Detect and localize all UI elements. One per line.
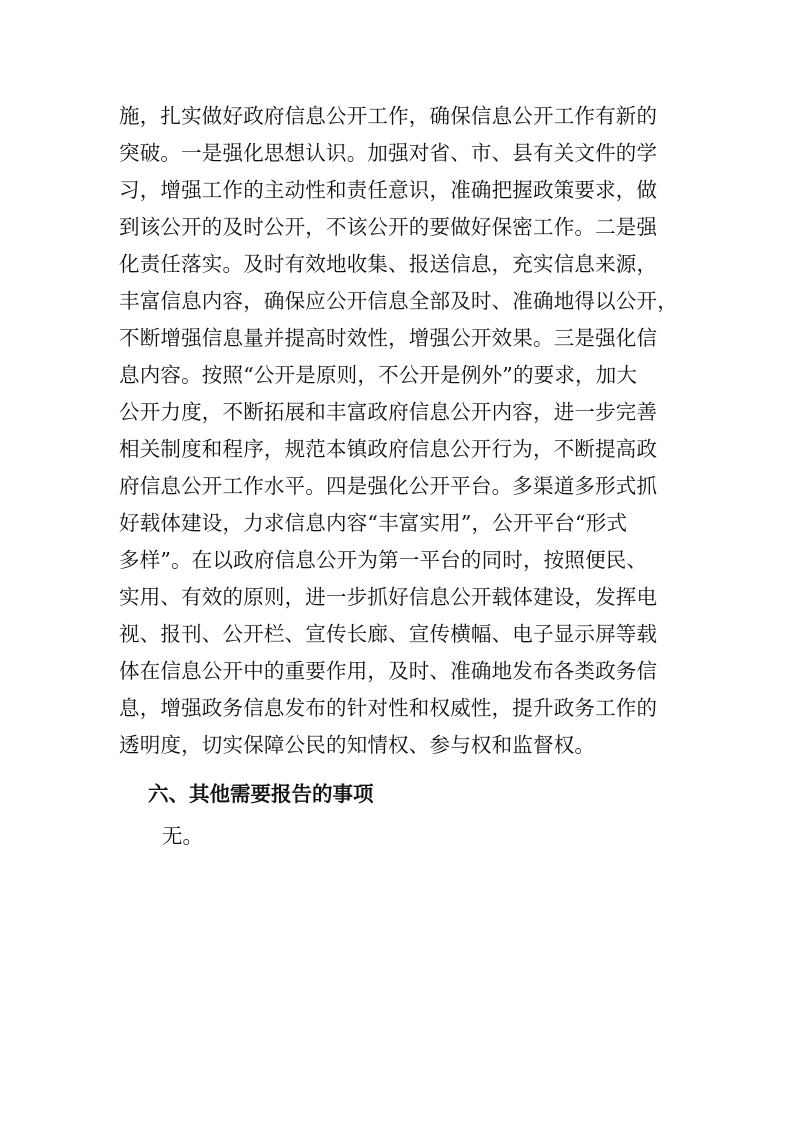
body-line: 好载体建设，力求信息内容“丰富实用”，公开平台“形式 xyxy=(119,511,628,535)
body-line: 施，扎实做好政府信息公开工作，确保信息公开工作有新的 xyxy=(119,104,658,128)
body-text xyxy=(119,98,678,764)
section-body-text: 无。 xyxy=(162,824,203,848)
body-line: 多样”。在以政府信息公开为第一平台的同时，按照便民、 xyxy=(119,548,648,572)
body-line: 相关制度和程序，规范本镇政府信息公开行为，不断提高政 xyxy=(119,437,658,461)
body-line: 息，增强政务信息发布的针对性和权威性，提升政务工作的 xyxy=(119,696,658,720)
body-line: 府信息公开工作水平。四是强化公开平台。多渠道多形式抓 xyxy=(119,474,658,498)
body-line: 视、报刊、公开栏、宣传长廊、宣传横幅、电子显示屏等载 xyxy=(119,622,658,646)
body-line: 公开力度，不断拓展和丰富政府信息公开内容，进一步完善 xyxy=(119,400,658,424)
body-line: 化责任落实。及时有效地收集、报送信息，充实信息来源， xyxy=(119,252,658,276)
body-line: 实用、有效的原则，进一步抓好信息公开载体建设，发挥电 xyxy=(119,585,658,609)
section-heading: 六、其他需要报告的事项 xyxy=(148,782,374,806)
body-line: 透明度，切实保障公民的知情权、参与权和监督权。 xyxy=(119,733,596,757)
body-line: 习，增强工作的主动性和责任意识，准确把握政策要求，做 xyxy=(119,178,658,202)
body-line: 不断增强信息量并提高时效性，增强公开效果。三是强化信 xyxy=(119,326,658,350)
body-line: 到该公开的及时公开，不该公开的要做好保密工作。二是强 xyxy=(119,215,658,239)
body-line: 丰富信息内容，确保应公开信息全部及时、准确地得以公开， xyxy=(119,289,678,313)
body-line: 体在信息公开中的重要作用，及时、准确地发布各类政务信 xyxy=(119,659,658,683)
body-line: 息内容。按照“公开是原则，不公开是例外”的要求，加大 xyxy=(119,363,638,387)
body-line: 突破。一是强化思想认识。加强对省、市、县有关文件的学 xyxy=(119,141,658,165)
